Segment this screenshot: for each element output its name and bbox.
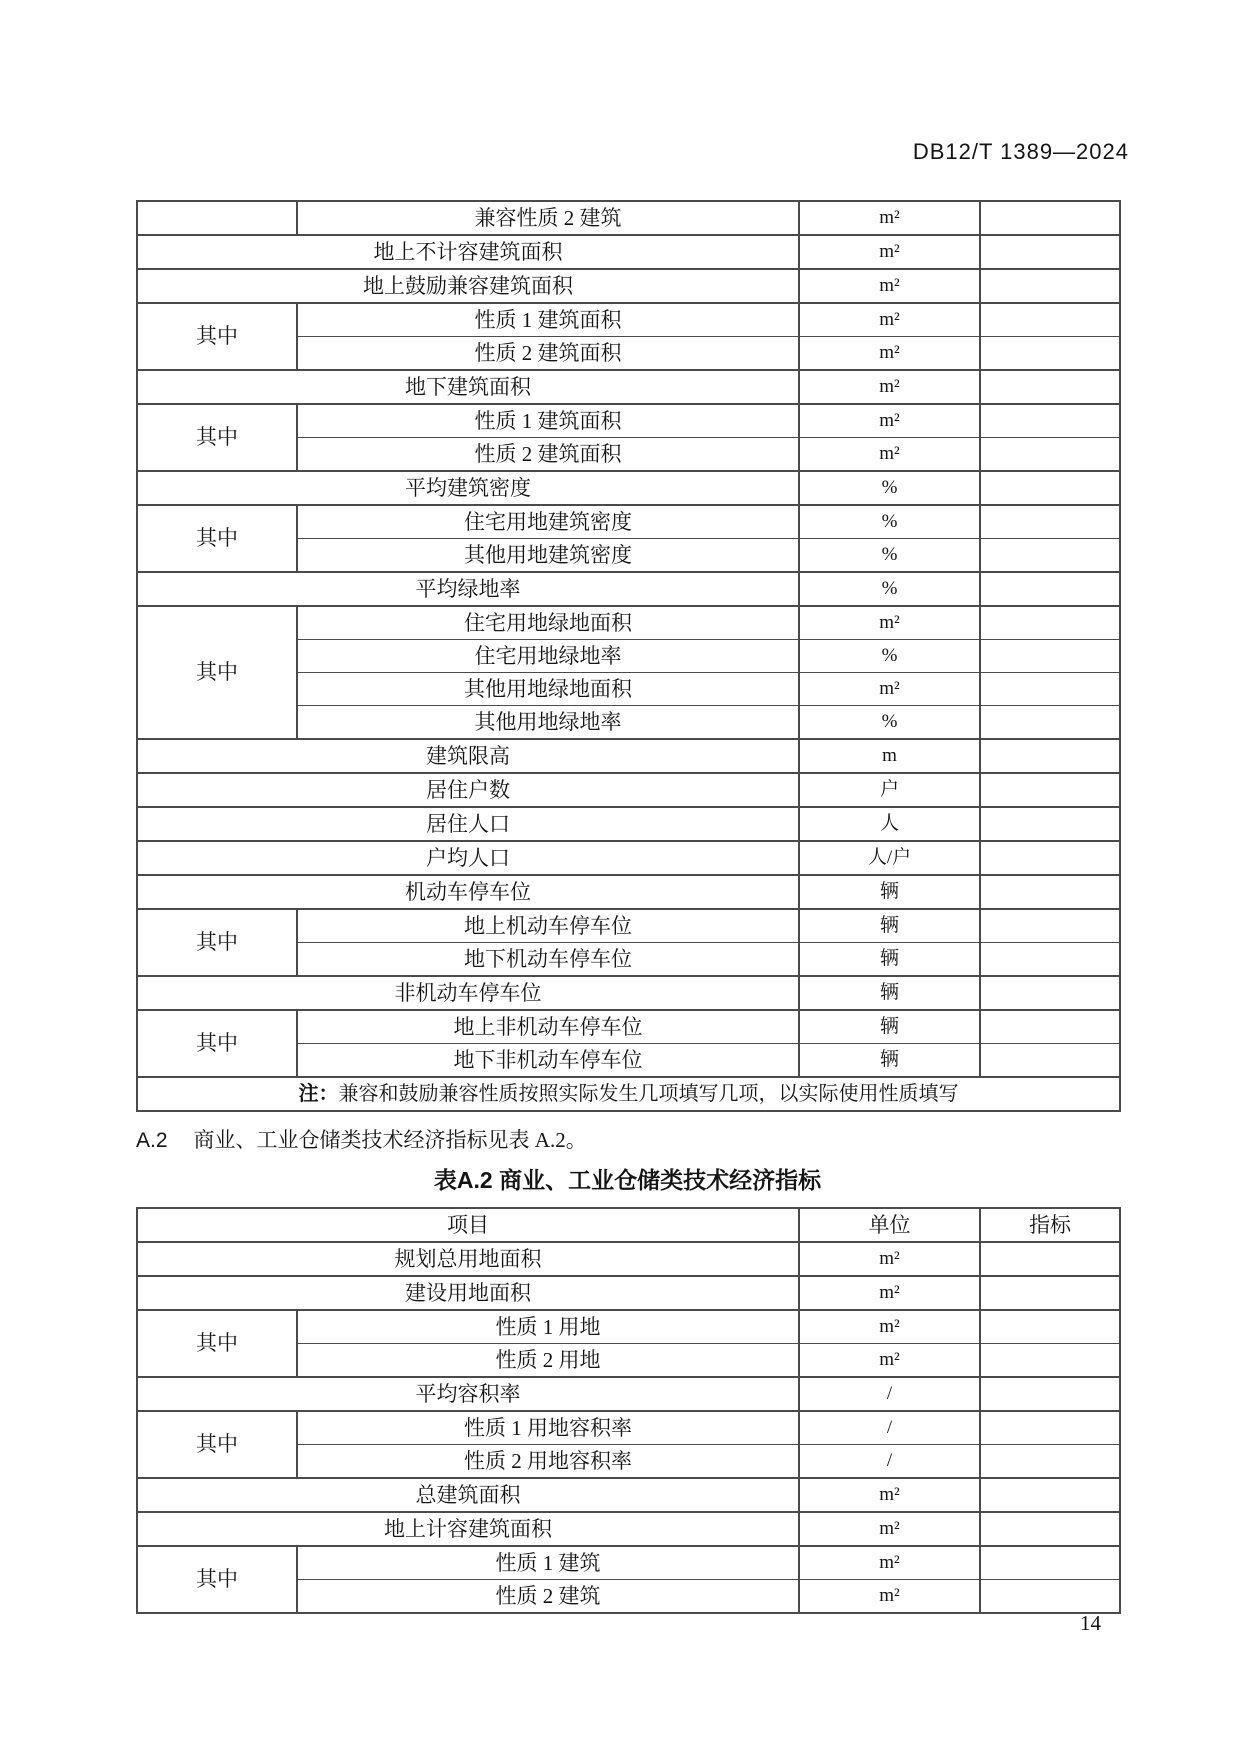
item-cell: 地下建筑面积 <box>137 370 799 404</box>
value-cell <box>980 572 1120 606</box>
section-a2-paragraph <box>136 1124 587 1154</box>
note-cell <box>137 1077 1120 1111</box>
table-row <box>137 1276 1120 1310</box>
table-row <box>137 572 1120 606</box>
item-cell: 性质 1 用地 <box>297 1310 799 1344</box>
table-row <box>137 976 1120 1010</box>
item-cell: 性质 1 建筑面积 <box>297 404 799 438</box>
item-cell: 地上机动车停车位 <box>297 909 799 943</box>
group-cell-empty <box>137 201 297 235</box>
value-cell <box>980 404 1120 438</box>
group-cell: 其中 <box>137 505 297 572</box>
header-item-cell: 项目 <box>137 1208 799 1242</box>
unit-cell: 辆 <box>799 1010 980 1044</box>
value-cell <box>980 1377 1120 1411</box>
note-text: 兼容和鼓励兼容性质按照实际发生几项填写几项，以实际使用性质填写 <box>338 1082 959 1105</box>
item-cell: 地上计容建筑面积 <box>137 1512 799 1546</box>
table-row <box>137 201 1120 235</box>
unit-cell: m² <box>799 673 980 706</box>
unit-cell: / <box>799 1411 980 1445</box>
value-cell <box>980 875 1120 909</box>
item-cell: 性质 1 用地容积率 <box>297 1411 799 1445</box>
unit-cell: 人 <box>799 807 980 841</box>
unit-cell: m² <box>799 438 980 472</box>
table-header-row <box>137 1208 1120 1242</box>
unit-cell: m² <box>799 1546 980 1580</box>
table-row <box>137 505 1120 539</box>
item-cell: 居住户数 <box>137 773 799 807</box>
unit-cell: m² <box>799 606 980 640</box>
unit-cell: 辆 <box>799 1044 980 1078</box>
value-cell <box>980 841 1120 875</box>
table-row <box>137 875 1120 909</box>
value-cell <box>980 1276 1120 1310</box>
item-cell: 居住人口 <box>137 807 799 841</box>
item-cell: 总建筑面积 <box>137 1478 799 1512</box>
unit-cell: 辆 <box>799 976 980 1010</box>
value-cell <box>980 807 1120 841</box>
unit-cell: 人/户 <box>799 841 980 875</box>
item-cell: 性质 1 建筑面积 <box>297 303 799 337</box>
unit-cell: m² <box>799 337 980 371</box>
item-cell: 地下机动车停车位 <box>297 943 799 977</box>
item-cell: 户均人口 <box>137 841 799 875</box>
group-cell: 其中 <box>137 909 297 976</box>
item-cell: 住宅用地绿地率 <box>297 640 799 673</box>
value-cell <box>980 1310 1120 1344</box>
unit-cell: m² <box>799 404 980 438</box>
page-number: 14 <box>1080 1611 1101 1635</box>
value-cell <box>980 303 1120 337</box>
value-cell <box>980 1512 1120 1546</box>
item-cell: 性质 2 建筑面积 <box>297 337 799 371</box>
unit-cell: m² <box>799 201 980 235</box>
table-row <box>137 606 1120 640</box>
value-cell <box>980 1344 1120 1378</box>
table-a2 <box>136 1207 1121 1614</box>
value-cell <box>980 1580 1120 1614</box>
table-row <box>137 370 1120 404</box>
unit-cell: m <box>799 739 980 773</box>
table-row <box>137 1242 1120 1276</box>
unit-cell: / <box>799 1377 980 1411</box>
value-cell <box>980 606 1120 640</box>
value-cell <box>980 1242 1120 1276</box>
item-cell: 性质 2 建筑面积 <box>297 438 799 472</box>
unit-cell: m² <box>799 1276 980 1310</box>
unit-cell: m² <box>799 1512 980 1546</box>
value-cell <box>980 269 1120 303</box>
item-cell: 规划总用地面积 <box>137 1242 799 1276</box>
item-cell: 地上非机动车停车位 <box>297 1010 799 1044</box>
unit-cell: m² <box>799 269 980 303</box>
table-row <box>137 909 1120 943</box>
value-cell <box>980 706 1120 740</box>
item-cell: 地上鼓励兼容建筑面积 <box>137 269 799 303</box>
item-cell: 住宅用地绿地面积 <box>297 606 799 640</box>
unit-cell: m² <box>799 1242 980 1276</box>
item-cell: 性质 2 用地容积率 <box>297 1445 799 1479</box>
unit-cell: % <box>799 572 980 606</box>
value-cell <box>980 438 1120 472</box>
value-cell <box>980 201 1120 235</box>
unit-cell: m² <box>799 370 980 404</box>
value-cell <box>980 1411 1120 1445</box>
unit-cell: 辆 <box>799 943 980 977</box>
value-cell <box>980 1478 1120 1512</box>
unit-cell: % <box>799 539 980 573</box>
unit-cell: m² <box>799 303 980 337</box>
table-note-row <box>137 1077 1120 1111</box>
value-cell <box>980 471 1120 505</box>
standard-code-header: DB12/T 1389—2024 <box>912 139 1129 164</box>
item-cell: 建筑限高 <box>137 739 799 773</box>
unit-cell: m² <box>799 1478 980 1512</box>
value-cell <box>980 1010 1120 1044</box>
group-cell: 其中 <box>137 404 297 471</box>
unit-cell: 辆 <box>799 875 980 909</box>
unit-cell: m² <box>799 235 980 269</box>
item-cell: 性质 2 用地 <box>297 1344 799 1378</box>
group-cell: 其中 <box>137 1546 297 1613</box>
value-cell <box>980 640 1120 673</box>
table-row <box>137 841 1120 875</box>
value-cell <box>980 739 1120 773</box>
item-cell: 地下非机动车停车位 <box>297 1044 799 1078</box>
table-row <box>137 1010 1120 1044</box>
item-cell: 兼容性质 2 建筑 <box>297 201 799 235</box>
table-row <box>137 303 1120 337</box>
group-cell: 其中 <box>137 303 297 370</box>
table-a2-title: 表A.2 商业、工业仓储类技术经济指标 <box>433 1167 822 1193</box>
table-row <box>137 471 1120 505</box>
item-cell: 其他用地绿地率 <box>297 706 799 740</box>
table-row <box>137 1310 1120 1344</box>
unit-cell: 户 <box>799 773 980 807</box>
unit-cell: % <box>799 706 980 740</box>
unit-cell: % <box>799 640 980 673</box>
value-cell <box>980 505 1120 539</box>
table-row <box>137 1377 1120 1411</box>
value-cell <box>980 1445 1120 1479</box>
value-cell <box>980 1546 1120 1580</box>
table-row <box>137 404 1120 438</box>
header-value-cell: 指标 <box>980 1208 1120 1242</box>
item-cell: 平均建筑密度 <box>137 471 799 505</box>
item-cell: 性质 1 建筑 <box>297 1546 799 1580</box>
table-row <box>137 1512 1120 1546</box>
table-row <box>137 773 1120 807</box>
unit-cell: m² <box>799 1580 980 1614</box>
item-cell: 机动车停车位 <box>137 875 799 909</box>
value-cell <box>980 909 1120 943</box>
header-unit-cell: 单位 <box>799 1208 980 1242</box>
item-cell: 地上不计容建筑面积 <box>137 235 799 269</box>
value-cell <box>980 673 1120 706</box>
table-row <box>137 1411 1120 1445</box>
table-row <box>137 235 1120 269</box>
item-cell: 其他用地建筑密度 <box>297 539 799 573</box>
unit-cell: m² <box>799 1344 980 1378</box>
group-cell: 其中 <box>137 1411 297 1478</box>
unit-cell: 辆 <box>799 909 980 943</box>
value-cell <box>980 539 1120 573</box>
item-cell: 其他用地绿地面积 <box>297 673 799 706</box>
value-cell <box>980 235 1120 269</box>
item-cell: 平均绿地率 <box>137 572 799 606</box>
unit-cell: % <box>799 471 980 505</box>
table-row <box>137 807 1120 841</box>
value-cell <box>980 1044 1120 1078</box>
section-text: 商业、工业仓储类技术经济指标见表 A.2。 <box>193 1128 587 1152</box>
item-cell: 住宅用地建筑密度 <box>297 505 799 539</box>
group-cell: 其中 <box>137 1310 297 1377</box>
unit-cell: % <box>799 505 980 539</box>
table-row <box>137 1546 1120 1580</box>
value-cell <box>980 337 1120 371</box>
table-row <box>137 1478 1120 1512</box>
item-cell: 建设用地面积 <box>137 1276 799 1310</box>
item-cell: 非机动车停车位 <box>137 976 799 1010</box>
value-cell <box>980 943 1120 977</box>
section-number: A.2 <box>136 1129 168 1152</box>
unit-cell: / <box>799 1445 980 1479</box>
table-row <box>137 269 1120 303</box>
unit-cell: m² <box>799 1310 980 1344</box>
note-label: 注： <box>298 1082 339 1105</box>
table-a1-continued <box>136 200 1121 1112</box>
value-cell <box>980 976 1120 1010</box>
table-row <box>137 739 1120 773</box>
value-cell <box>980 370 1120 404</box>
item-cell: 平均容积率 <box>137 1377 799 1411</box>
item-cell: 性质 2 建筑 <box>297 1580 799 1614</box>
value-cell <box>980 773 1120 807</box>
group-cell: 其中 <box>137 1010 297 1077</box>
group-cell: 其中 <box>137 606 297 739</box>
